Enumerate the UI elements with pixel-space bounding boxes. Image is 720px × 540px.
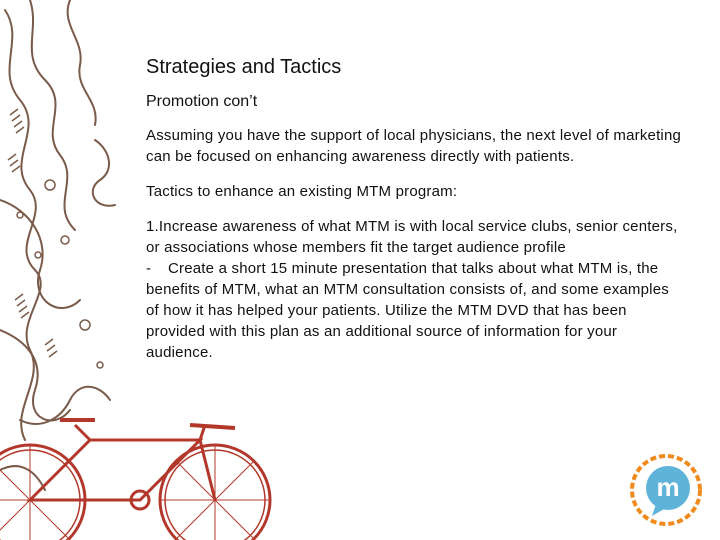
logo-letter: m <box>656 472 680 502</box>
logo-icon <box>628 452 704 528</box>
tactic-item-1: 1.Increase awareness of what MTM is with local service clubs, senior centers, or associations whose members fit the target audience profile <box>146 217 678 256</box>
tactic-item-1-detail <box>146 258 686 363</box>
bullet-dash: - <box>146 259 152 277</box>
slide-title: Strategies and Tactics <box>146 56 342 78</box>
tactic-item-1-detail-text: Create a short 15 minute presentation that talks about what MTM is, the benefits of MTM, what an MTM consultation consists of, and some examples of how it has helped your patients. Utilize the MTM DVD that has been provided with this plan as an additional source of information for your audience. <box>146 259 669 361</box>
tactics-heading: Tactics to enhance an existing MTM program: <box>146 182 458 200</box>
slide-subtitle: Promotion con’t <box>146 93 258 110</box>
slide-content <box>146 54 686 363</box>
intro-paragraph: Assuming you have the support of local physicians, the next level of marketing can be focused on enhancing awareness directly with patients. <box>146 126 682 165</box>
